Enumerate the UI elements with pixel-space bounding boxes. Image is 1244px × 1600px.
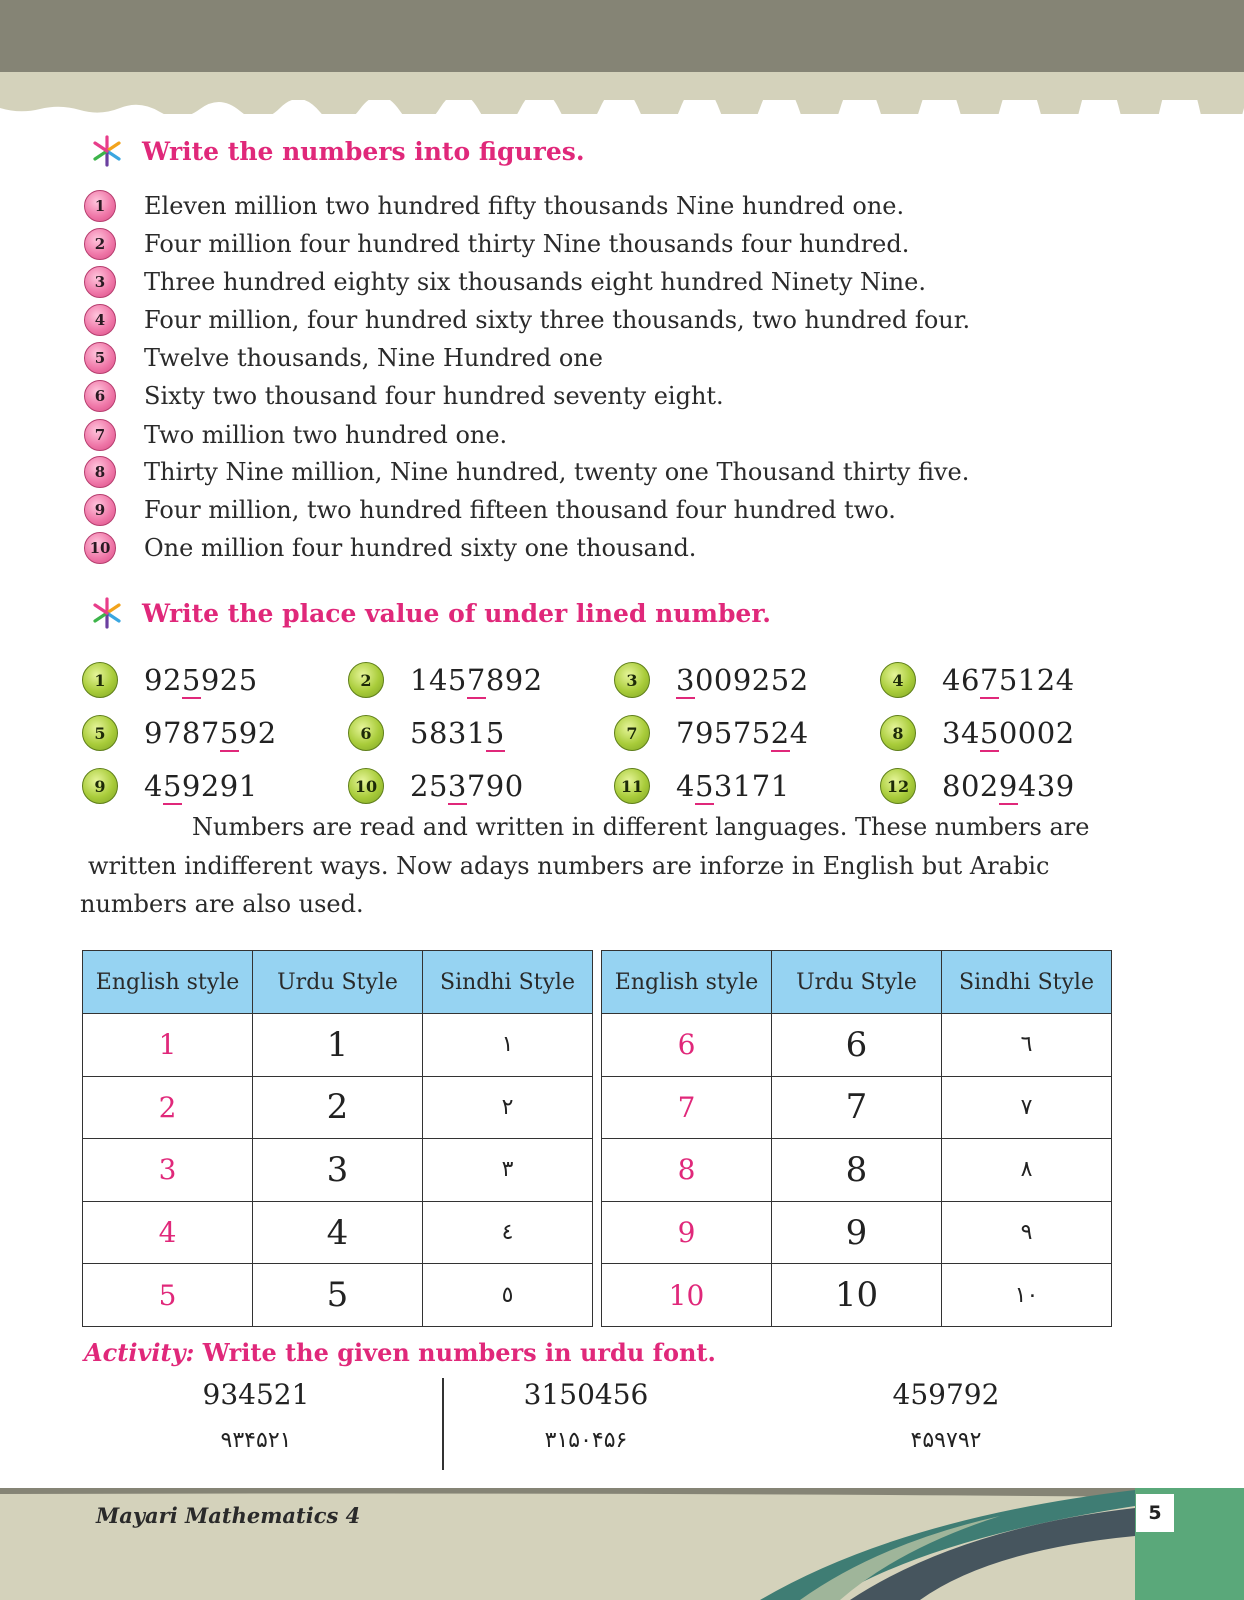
- sindhi-digit: ٤: [423, 1201, 593, 1264]
- table-row: [83, 1139, 593, 1202]
- place-value-number: 3450002: [942, 716, 1075, 750]
- number-styles-table-right: [601, 950, 1112, 1327]
- table-row: [602, 1264, 1112, 1327]
- number-badge: 11: [614, 768, 650, 804]
- place-value-number: 9787592: [144, 716, 277, 750]
- place-value-item: [348, 662, 543, 698]
- place-value-number: 3009252: [676, 663, 809, 697]
- urdu-digit: 10: [772, 1264, 942, 1327]
- urdu-digit: 8: [772, 1139, 942, 1202]
- number-badge: 10: [348, 768, 384, 804]
- number-badge: 3: [614, 662, 650, 698]
- table-row: [83, 1014, 593, 1077]
- urdu-digit: 3: [253, 1139, 423, 1202]
- activity-number: 459792: [892, 1378, 1000, 1411]
- urdu-digit: 2: [253, 1076, 423, 1139]
- english-digit: 7: [602, 1076, 772, 1139]
- list-item: [84, 380, 724, 412]
- paragraph-line: numbers are also used.: [80, 890, 364, 918]
- place-value-item: [614, 715, 809, 751]
- header-band: [0, 0, 1244, 72]
- english-digit: 4: [83, 1201, 253, 1264]
- number-badge: 7: [84, 419, 116, 451]
- question-text: One million four hundred sixty one thousand.: [144, 534, 697, 562]
- table-row: [602, 1076, 1112, 1139]
- place-value-item: [82, 715, 277, 751]
- underlined-digit: 7: [979, 663, 999, 697]
- number-badge: 6: [348, 715, 384, 751]
- number-badge: 1: [82, 662, 118, 698]
- sindhi-digit: ٢: [423, 1076, 593, 1139]
- list-item: [84, 190, 904, 222]
- place-value-item: [614, 768, 790, 804]
- activity-urdu-answer: ۴۵۹۷۹۲: [910, 1428, 982, 1453]
- activity-urdu-answer: ۹۳۴۵۲۱: [220, 1428, 292, 1453]
- urdu-digit: 1: [253, 1014, 423, 1077]
- english-digit: 3: [83, 1139, 253, 1202]
- sindhi-digit: ٧: [942, 1076, 1112, 1139]
- english-digit: 6: [602, 1014, 772, 1077]
- underlined-digit: 2: [770, 716, 790, 750]
- sindhi-digit: ٦: [942, 1014, 1112, 1077]
- underlined-digit: 7: [466, 663, 486, 697]
- place-value-number: 8029439: [942, 769, 1075, 803]
- sindhi-digit: ١٠: [942, 1264, 1112, 1327]
- activity-divider: [442, 1378, 444, 1470]
- question-text: Four million, four hundred sixty three thousands, two hundred four.: [144, 306, 971, 334]
- table-row: [83, 1264, 593, 1327]
- urdu-digit: 9: [772, 1201, 942, 1264]
- list-item: [84, 456, 969, 488]
- activity-instruction: [84, 1338, 716, 1367]
- footer-book-title: Mayari Mathematics 4: [96, 1503, 361, 1528]
- table-row: [602, 1014, 1112, 1077]
- list-item: [84, 304, 970, 336]
- place-value-item: [82, 662, 258, 698]
- sindhi-digit: ٣: [423, 1139, 593, 1202]
- number-badge: 7: [614, 715, 650, 751]
- urdu-digit: 6: [772, 1014, 942, 1077]
- section-heading-text: Write the place value of under lined number.: [142, 598, 771, 628]
- place-value-item: [614, 662, 809, 698]
- number-badge: 8: [84, 456, 116, 488]
- number-badge: 10: [84, 532, 116, 564]
- question-text: Eleven million two hundred fifty thousands Nine hundred one.: [144, 192, 905, 220]
- place-value-number: 253790: [410, 769, 524, 803]
- table-row: [83, 1076, 593, 1139]
- number-badge: 9: [84, 494, 116, 526]
- underlined-digit: 3: [676, 663, 695, 697]
- underlined-digit: 3: [447, 769, 467, 803]
- place-value-number: 925925: [144, 663, 258, 697]
- underlined-digit: 9: [998, 769, 1018, 803]
- english-digit: 10: [602, 1264, 772, 1327]
- column-header: English style: [602, 951, 772, 1014]
- column-header: Urdu Style: [253, 951, 423, 1014]
- asterisk-flower-icon: [90, 596, 124, 630]
- table-row: [83, 1201, 593, 1264]
- section-heading-figures: [90, 134, 585, 168]
- number-badge: 5: [84, 342, 116, 374]
- sindhi-digit: ٥: [423, 1264, 593, 1327]
- english-digit: 8: [602, 1139, 772, 1202]
- urdu-digit: 4: [253, 1201, 423, 1264]
- activity-number: 934521: [202, 1378, 310, 1411]
- number-badge: 2: [84, 228, 116, 260]
- section-heading-text: Write the numbers into figures.: [142, 136, 585, 166]
- underlined-digit: 5: [219, 716, 239, 750]
- sindhi-digit: ١: [423, 1014, 593, 1077]
- number-badge: 5: [82, 715, 118, 751]
- list-item: [84, 342, 603, 374]
- question-text: Two million two hundred one.: [144, 421, 508, 449]
- number-badge: 8: [880, 715, 916, 751]
- activity-number: 3150456: [523, 1378, 649, 1411]
- table-row: [602, 1201, 1112, 1264]
- column-header: Urdu Style: [772, 951, 942, 1014]
- section-heading-place-value: [90, 596, 771, 630]
- paragraph-line: written indifferent ways. Now adays numbers are inforze in English but Arabic: [88, 851, 1050, 880]
- underlined-digit: 5: [694, 769, 714, 803]
- urdu-digit: 7: [772, 1076, 942, 1139]
- torn-paper-edge: [0, 100, 1244, 120]
- activity-label: Activity:: [84, 1338, 195, 1367]
- column-header: Sindhi Style: [942, 951, 1112, 1014]
- place-value-number: 459291: [144, 769, 258, 803]
- number-badge: 3: [84, 266, 116, 298]
- english-digit: 5: [83, 1264, 253, 1327]
- place-value-number: 1457892: [410, 663, 543, 697]
- sindhi-digit: ٩: [942, 1201, 1112, 1264]
- number-badge: 9: [82, 768, 118, 804]
- activity-text: Write the given numbers in urdu font.: [202, 1338, 716, 1367]
- list-item: [84, 266, 926, 298]
- question-text: Thirty Nine million, Nine hundred, twenty one Thousand thirty five.: [144, 458, 970, 486]
- question-text: Sixty two thousand four hundred seventy eight.: [144, 382, 724, 410]
- column-header: Sindhi Style: [423, 951, 593, 1014]
- number-badge: 12: [880, 768, 916, 804]
- number-badge: 4: [84, 304, 116, 336]
- list-item: [84, 532, 696, 564]
- underlined-digit: 5: [162, 769, 182, 803]
- list-item: [84, 419, 507, 451]
- place-value-number: 453171: [676, 769, 790, 803]
- intro-paragraph: [80, 808, 1130, 924]
- underlined-digit: 5: [181, 663, 201, 697]
- place-value-item: [880, 715, 1075, 751]
- place-value-number: 4675124: [942, 663, 1075, 697]
- number-badge: 1: [84, 190, 116, 222]
- english-digit: 2: [83, 1076, 253, 1139]
- place-value-item: [82, 768, 258, 804]
- english-digit: 9: [602, 1201, 772, 1264]
- place-value-number: 7957524: [676, 716, 809, 750]
- page-number: 5: [1136, 1494, 1174, 1532]
- place-value-item: [348, 715, 505, 751]
- urdu-digit: 5: [253, 1264, 423, 1327]
- place-value-number: 58315: [410, 716, 505, 750]
- place-value-item: [880, 768, 1075, 804]
- number-styles-table-left: [82, 950, 593, 1327]
- list-item: [84, 228, 909, 260]
- table-row: [602, 1139, 1112, 1202]
- place-value-item: [880, 662, 1075, 698]
- sindhi-digit: ٨: [942, 1139, 1112, 1202]
- paragraph-line: Numbers are read and written in different languages. These numbers are: [192, 813, 1090, 841]
- number-badge: 6: [84, 380, 116, 412]
- question-text: Twelve thousands, Nine Hundred one: [144, 344, 603, 372]
- activity-urdu-answer: ۳۱۵۰۴۵۶: [544, 1428, 628, 1453]
- list-item: [84, 494, 896, 526]
- column-header: English style: [83, 951, 253, 1014]
- number-badge: 4: [880, 662, 916, 698]
- number-badge: 2: [348, 662, 384, 698]
- asterisk-flower-icon: [90, 134, 124, 168]
- place-value-item: [348, 768, 524, 804]
- underlined-digit: 5: [485, 716, 505, 750]
- english-digit: 1: [83, 1014, 253, 1077]
- underlined-digit: 5: [979, 716, 999, 750]
- question-text: Three hundred eighty six thousands eight hundred Ninety Nine.: [144, 268, 926, 296]
- question-text: Four million four hundred thirty Nine thousands four hundred.: [144, 230, 910, 258]
- question-text: Four million, two hundred fifteen thousand four hundred two.: [144, 496, 896, 524]
